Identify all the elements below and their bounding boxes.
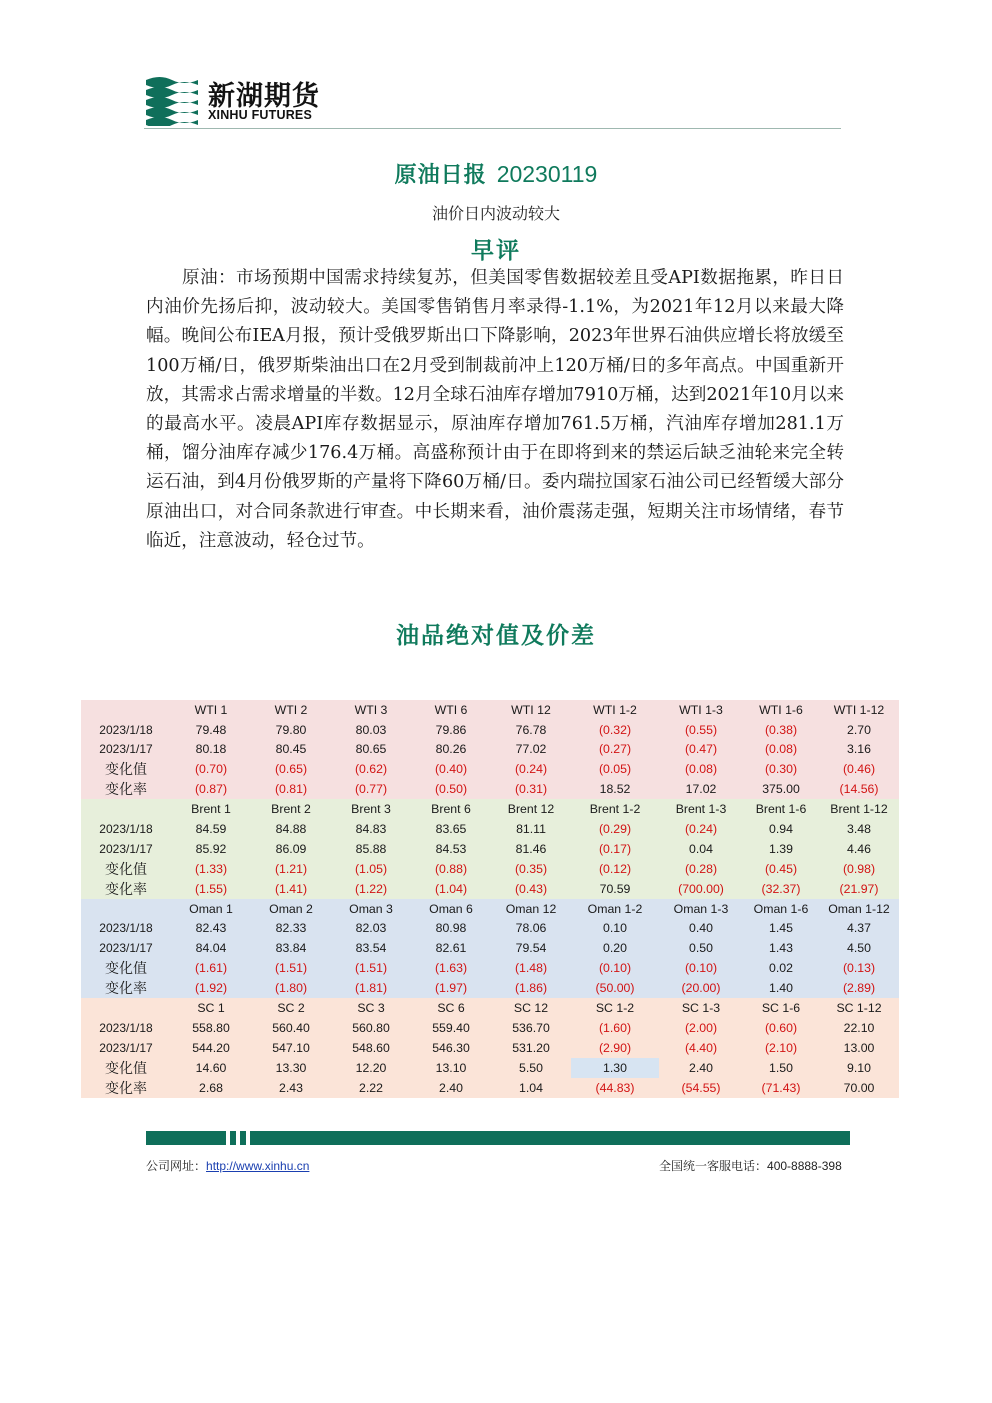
table-cell: 13.00 <box>819 1038 899 1058</box>
column-header: Oman 1-2 <box>571 899 659 919</box>
table-cell: (0.87) <box>171 779 251 799</box>
table-cell: (50.00) <box>571 978 659 998</box>
logo-chinese-name: 新湖期货 <box>208 81 320 112</box>
table-row <box>81 879 899 899</box>
column-header: Oman 12 <box>491 899 571 919</box>
table-cell: (0.62) <box>331 759 411 779</box>
report-title-text: 原油日报 <box>394 163 487 188</box>
header-divider <box>144 128 841 129</box>
table-cell: (0.38) <box>743 720 819 740</box>
table-cell: (0.47) <box>659 740 743 760</box>
table-cell: 558.80 <box>171 1018 251 1038</box>
table-cell: 0.94 <box>743 819 819 839</box>
table-corner-cell <box>81 799 171 819</box>
table-cell: (0.10) <box>571 958 659 978</box>
footer-bar <box>240 1131 246 1145</box>
table-cell: 9.10 <box>819 1058 899 1078</box>
table-cell: 13.10 <box>411 1058 491 1078</box>
table-cell: 82.33 <box>251 919 331 939</box>
table-row <box>81 1038 899 1058</box>
table-cell: (2.00) <box>659 1018 743 1038</box>
table-cell: (0.55) <box>659 720 743 740</box>
table-cell: 560.40 <box>251 1018 331 1038</box>
row-label: 变化值 <box>81 859 171 879</box>
table-cell: 559.40 <box>411 1018 491 1038</box>
table-row <box>81 819 899 839</box>
column-header: Brent 12 <box>491 799 571 819</box>
table-cell: 2.68 <box>171 1078 251 1098</box>
table-cell: 0.04 <box>659 839 743 859</box>
table-cell: (0.70) <box>171 759 251 779</box>
table-cell: 80.26 <box>411 740 491 760</box>
table-cell: (54.55) <box>659 1078 743 1098</box>
table-cell: (0.10) <box>659 958 743 978</box>
hotline-label: 全国统一客服电话： <box>659 1159 768 1173</box>
table-cell: (700.00) <box>659 879 743 899</box>
table-cell: 80.65 <box>331 740 411 760</box>
table-cell: (0.45) <box>743 859 819 879</box>
table-cell: (0.81) <box>251 779 331 799</box>
table-cell: 1.43 <box>743 938 819 958</box>
column-header: SC 1-6 <box>743 998 819 1018</box>
column-header: WTI 3 <box>331 700 411 720</box>
table-cell: (1.81) <box>331 978 411 998</box>
table-cell: 22.10 <box>819 1018 899 1038</box>
table-cell: (1.41) <box>251 879 331 899</box>
table-cell: (1.51) <box>331 958 411 978</box>
column-header: Brent 1-6 <box>743 799 819 819</box>
column-header: Brent 6 <box>411 799 491 819</box>
table-cell: (20.00) <box>659 978 743 998</box>
footer-bar <box>146 1131 226 1145</box>
table-cell: (0.65) <box>251 759 331 779</box>
commentary-paragraph: 原油：市场预期中国需求持续复苏，但美国零售数据较差且受API数据拖累，昨日日内油价先扬后抑，波动较大。美国零售销售月率录得-1.1%，为2021年12月以来最大降幅。晚间公布IEA月报，预计受俄罗斯出口下降影响，2023年世界石油供应增长将放缓至100万桶/日，俄罗斯柴油出口在2月受到制裁前冲上120万桶/日的多年高点。中国重新开放，其需求占需求增量的半数。12月全球石油库存增加7910万桶，达到2021年10月以来的最高水平。凌晨API库存数据显示，原油库存增加761.5万桶，汽油库存增加281.1万桶，馏分油库存减少176.4万桶。高盛称预计由于在即将到来的禁运后缺乏油轮来完全转运石油，到4月份俄罗斯的产量将下降60万桶/日。委内瑞拉国家石油公司已经暂缓大部分原油出口，对合同条款进行审查。中长期来看，油价震荡走强，短期关注市场情绪，春节临近，注意波动，轻仓过节。 <box>146 268 844 551</box>
table-cell: 82.43 <box>171 919 251 939</box>
table-cell: (0.88) <box>411 859 491 879</box>
table-cell: 84.83 <box>331 819 411 839</box>
column-header: Oman 1-6 <box>743 899 819 919</box>
table-cell: 1.30 <box>571 1058 659 1078</box>
report-date: 20230119 <box>496 161 598 187</box>
table-corner-cell <box>81 700 171 720</box>
footer-website <box>146 1157 309 1174</box>
table-cell: 70.59 <box>571 879 659 899</box>
row-label: 2023/1/17 <box>81 839 171 859</box>
column-header: Brent 1-2 <box>571 799 659 819</box>
table-cell: (4.40) <box>659 1038 743 1058</box>
table-row <box>81 1058 899 1078</box>
table-cell: (0.46) <box>819 759 899 779</box>
table-cell: (0.12) <box>571 859 659 879</box>
row-label: 变化值 <box>81 1058 171 1078</box>
table-cell: (0.30) <box>743 759 819 779</box>
table-cell: (0.50) <box>411 779 491 799</box>
table-row <box>81 720 899 740</box>
table-cell: 79.86 <box>411 720 491 740</box>
column-header: SC 1-12 <box>819 998 899 1018</box>
table-cell: 0.20 <box>571 938 659 958</box>
table-cell: 85.88 <box>331 839 411 859</box>
company-logo <box>144 72 329 126</box>
table-cell: 84.53 <box>411 839 491 859</box>
column-header: Oman 1 <box>171 899 251 919</box>
table-cell: (0.60) <box>743 1018 819 1038</box>
table-cell: 560.80 <box>331 1018 411 1038</box>
table-cell: 536.70 <box>491 1018 571 1038</box>
table-cell: 85.92 <box>171 839 251 859</box>
table-header-row-sc <box>81 998 899 1018</box>
column-header: SC 12 <box>491 998 571 1018</box>
table-cell: 3.48 <box>819 819 899 839</box>
column-header: SC 6 <box>411 998 491 1018</box>
table-cell: (1.61) <box>171 958 251 978</box>
column-header: WTI 1-2 <box>571 700 659 720</box>
logo-waves-icon <box>144 72 200 126</box>
table-cell: (1.51) <box>251 958 331 978</box>
column-header: Brent 1-12 <box>819 799 899 819</box>
footer-bar <box>250 1131 850 1145</box>
table-cell: 80.03 <box>331 720 411 740</box>
table-cell: 77.02 <box>491 740 571 760</box>
table-cell: 70.00 <box>819 1078 899 1098</box>
table-cell: (1.63) <box>411 958 491 978</box>
table-cell: 80.98 <box>411 919 491 939</box>
table-cell: (0.27) <box>571 740 659 760</box>
column-header: WTI 1 <box>171 700 251 720</box>
table-cell: 17.02 <box>659 779 743 799</box>
table-cell: 3.16 <box>819 740 899 760</box>
table-cell: 81.46 <box>491 839 571 859</box>
table-cell: 14.60 <box>171 1058 251 1078</box>
table-cell: 547.10 <box>251 1038 331 1058</box>
table-cell: 76.78 <box>491 720 571 740</box>
table-cell: 2.43 <box>251 1078 331 1098</box>
table-cell: 13.30 <box>251 1058 331 1078</box>
column-header: SC 3 <box>331 998 411 1018</box>
column-header: WTI 6 <box>411 700 491 720</box>
row-label: 2023/1/18 <box>81 720 171 740</box>
table-cell: (0.77) <box>331 779 411 799</box>
table-cell: (0.40) <box>411 759 491 779</box>
row-label: 2023/1/18 <box>81 1018 171 1038</box>
row-label: 变化率 <box>81 879 171 899</box>
row-label: 2023/1/17 <box>81 1038 171 1058</box>
table-cell: 80.18 <box>171 740 251 760</box>
table-cell: 83.54 <box>331 938 411 958</box>
table-cell: (1.48) <box>491 958 571 978</box>
table-cell: 83.84 <box>251 938 331 958</box>
hotline-number: 400-8888-398 <box>767 1159 842 1173</box>
row-label: 2023/1/18 <box>81 919 171 939</box>
table-cell: (0.17) <box>571 839 659 859</box>
table-cell: (0.24) <box>659 819 743 839</box>
section-heading-price-table: 油品绝对值及价差 <box>396 623 596 649</box>
table-cell: 84.04 <box>171 938 251 958</box>
table-cell: 1.40 <box>743 978 819 998</box>
table-cell: (0.08) <box>659 759 743 779</box>
column-header: SC 1-2 <box>571 998 659 1018</box>
table-cell: (0.43) <box>491 879 571 899</box>
footer-hotline <box>659 1157 851 1174</box>
column-header: Oman 6 <box>411 899 491 919</box>
table-cell: 531.20 <box>491 1038 571 1058</box>
table-header-row-brent <box>81 799 899 819</box>
column-header: WTI 1-3 <box>659 700 743 720</box>
column-header: Oman 1-3 <box>659 899 743 919</box>
website-label: 公司网址： <box>146 1159 207 1173</box>
table-cell: (21.97) <box>819 879 899 899</box>
table-cell: 80.45 <box>251 740 331 760</box>
website-link[interactable]: http://www.xinhu.cn <box>206 1159 310 1173</box>
report-title <box>0 158 992 189</box>
row-label: 变化值 <box>81 958 171 978</box>
table-cell: (44.83) <box>571 1078 659 1098</box>
table-cell: (1.04) <box>411 879 491 899</box>
table-cell: 375.00 <box>743 779 819 799</box>
table-cell: (1.86) <box>491 978 571 998</box>
table-cell: 544.20 <box>171 1038 251 1058</box>
table-cell: 82.03 <box>331 919 411 939</box>
table-cell: 0.50 <box>659 938 743 958</box>
table-header-row-oman <box>81 899 899 919</box>
table-cell: 81.11 <box>491 819 571 839</box>
table-cell: 0.02 <box>743 958 819 978</box>
column-header: Brent 2 <box>251 799 331 819</box>
table-cell: (1.55) <box>171 879 251 899</box>
table-row <box>81 1018 899 1038</box>
column-header: Brent 1 <box>171 799 251 819</box>
table-cell: 1.04 <box>491 1078 571 1098</box>
section-heading-morning-comment: 早评 <box>471 238 521 264</box>
table-cell: (1.05) <box>331 859 411 879</box>
table-cell: 78.06 <box>491 919 571 939</box>
table-cell: (0.24) <box>491 759 571 779</box>
table-cell: 82.61 <box>411 938 491 958</box>
table-cell: (1.92) <box>171 978 251 998</box>
row-label: 变化值 <box>81 759 171 779</box>
table-cell: (32.37) <box>743 879 819 899</box>
table-cell: 2.40 <box>659 1058 743 1078</box>
table-cell: 84.59 <box>171 819 251 839</box>
table-cell: 83.65 <box>411 819 491 839</box>
table-cell: (1.33) <box>171 859 251 879</box>
table-cell: 12.20 <box>331 1058 411 1078</box>
table-cell: (1.80) <box>251 978 331 998</box>
table-row <box>81 1078 899 1098</box>
table-corner-cell <box>81 899 171 919</box>
table-cell: (14.56) <box>819 779 899 799</box>
row-label: 2023/1/17 <box>81 938 171 958</box>
price-spread-table <box>81 700 899 1098</box>
table-cell: (1.97) <box>411 978 491 998</box>
row-label: 变化率 <box>81 978 171 998</box>
column-header: WTI 1-12 <box>819 700 899 720</box>
table-cell: 0.40 <box>659 919 743 939</box>
table-cell: 79.80 <box>251 720 331 740</box>
table-cell: (0.29) <box>571 819 659 839</box>
column-header: SC 1-3 <box>659 998 743 1018</box>
table-cell: (0.32) <box>571 720 659 740</box>
table-cell: 0.10 <box>571 919 659 939</box>
column-header: Oman 3 <box>331 899 411 919</box>
table-cell: 1.45 <box>743 919 819 939</box>
table-cell: 5.50 <box>491 1058 571 1078</box>
table-cell: 79.48 <box>171 720 251 740</box>
table-cell: 4.46 <box>819 839 899 859</box>
column-header: Oman 1-12 <box>819 899 899 919</box>
table-row <box>81 919 899 939</box>
table-cell: 4.37 <box>819 919 899 939</box>
table-cell: 1.50 <box>743 1058 819 1078</box>
table-row <box>81 759 899 779</box>
table-cell: (0.28) <box>659 859 743 879</box>
column-header: SC 1 <box>171 998 251 1018</box>
table-cell: 546.30 <box>411 1038 491 1058</box>
table-cell: 2.22 <box>331 1078 411 1098</box>
table-cell: 2.40 <box>411 1078 491 1098</box>
column-header: WTI 2 <box>251 700 331 720</box>
column-header: WTI 12 <box>491 700 571 720</box>
table-cell: 1.39 <box>743 839 819 859</box>
table-cell: (0.35) <box>491 859 571 879</box>
row-label: 2023/1/17 <box>81 740 171 760</box>
table-row <box>81 839 899 859</box>
table-row <box>81 938 899 958</box>
table-cell: (71.43) <box>743 1078 819 1098</box>
table-cell: (0.98) <box>819 859 899 879</box>
table-cell: (2.10) <box>743 1038 819 1058</box>
row-label: 变化率 <box>81 779 171 799</box>
table-cell: (2.89) <box>819 978 899 998</box>
table-cell: 86.09 <box>251 839 331 859</box>
table-cell: 84.88 <box>251 819 331 839</box>
table-header-row-wti <box>81 700 899 720</box>
table-cell: 79.54 <box>491 938 571 958</box>
table-cell: (1.22) <box>331 879 411 899</box>
footer-bar <box>230 1131 236 1145</box>
table-row <box>81 958 899 978</box>
column-header: Brent 1-3 <box>659 799 743 819</box>
column-header: Oman 2 <box>251 899 331 919</box>
table-cell: 548.60 <box>331 1038 411 1058</box>
table-cell: (0.31) <box>491 779 571 799</box>
column-header: WTI 1-6 <box>743 700 819 720</box>
table-cell: (0.13) <box>819 958 899 978</box>
table-row <box>81 978 899 998</box>
table-row <box>81 859 899 879</box>
table-cell: 4.50 <box>819 938 899 958</box>
table-row <box>81 779 899 799</box>
table-cell: (0.08) <box>743 740 819 760</box>
table-cell: (1.60) <box>571 1018 659 1038</box>
report-subtitle: 油价日内波动较大 <box>431 204 560 223</box>
row-label: 2023/1/18 <box>81 819 171 839</box>
table-cell: (2.90) <box>571 1038 659 1058</box>
column-header: SC 2 <box>251 998 331 1018</box>
table-row <box>81 740 899 760</box>
table-cell: 2.70 <box>819 720 899 740</box>
row-label: 变化率 <box>81 1078 171 1098</box>
logo-english-name: XINHU FUTURES <box>208 108 312 122</box>
table-cell: (1.21) <box>251 859 331 879</box>
table-corner-cell <box>81 998 171 1018</box>
column-header: Brent 3 <box>331 799 411 819</box>
table-cell: (0.05) <box>571 759 659 779</box>
table-cell: 18.52 <box>571 779 659 799</box>
